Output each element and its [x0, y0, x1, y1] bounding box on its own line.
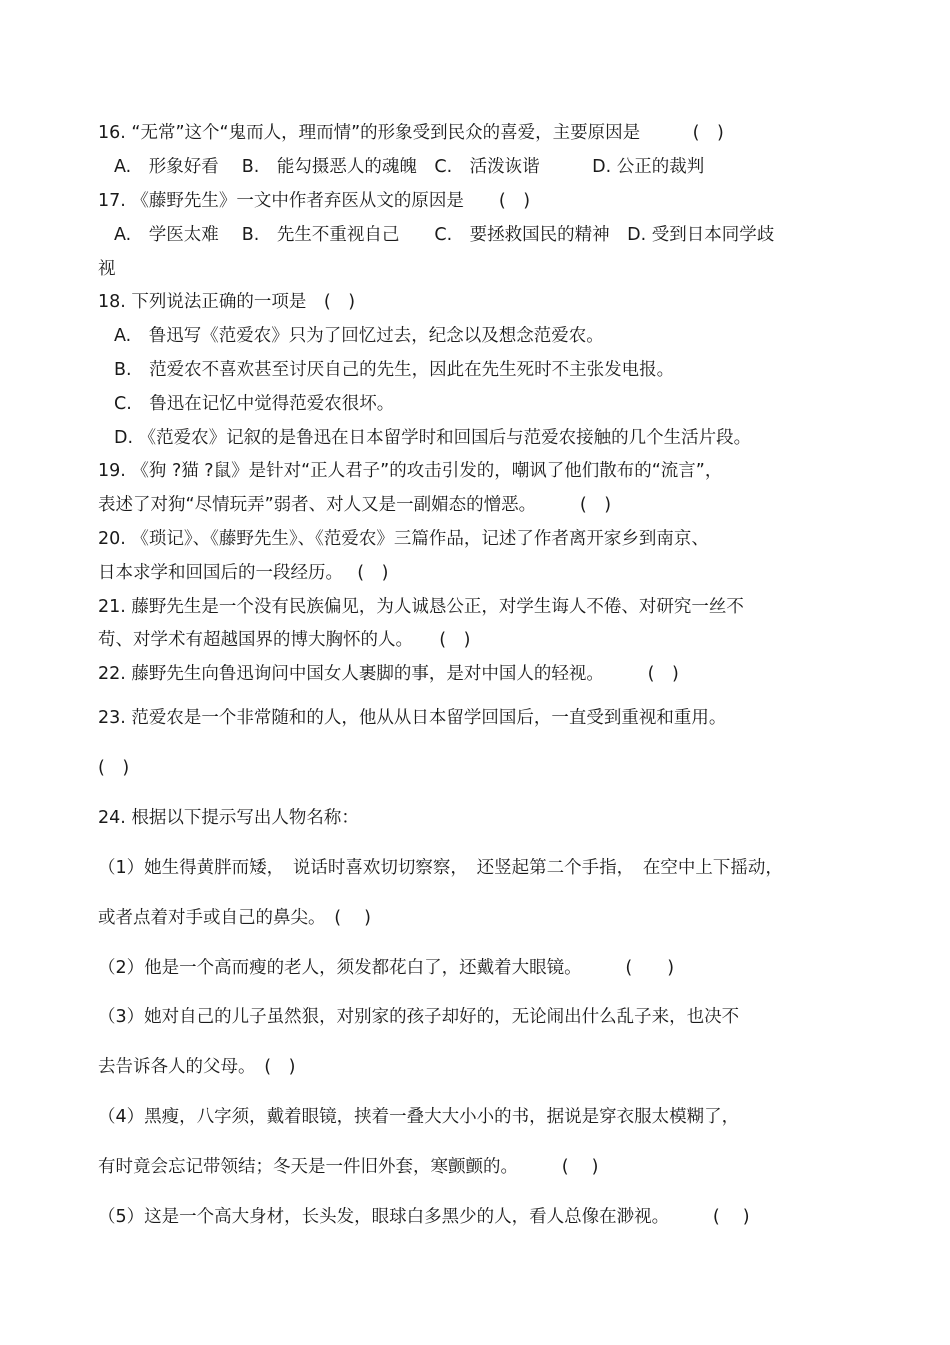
- question-24-item-3: （3）她对自己的儿子虽然狠，对别家的孩子却好的，无论闹出什么乱子来，也决不: [98, 1007, 740, 1027]
- question-24-item-1-cont: 或者点着对手或自己的鼻尖。 ( ): [98, 908, 371, 928]
- question-18: 18. 下列说法正确的一项是 ( ): [98, 292, 356, 312]
- question-19: 19. 《狗 ?猫 ?鼠》是针对“正人君子”的攻击引发的，嘲讽了他们散布的“流言”，: [98, 461, 723, 481]
- question-19-cont: 表述了对狗“尽情玩弄”弱者、对人又是一副媚态的憎恶。 ( ): [98, 495, 612, 515]
- question-24-item-5: （5）这是一个高大身材，长头发，眼球白多黑少的人，看人总像在渺视。 ( ): [98, 1207, 750, 1227]
- question-17-options: A. 学医太难 B. 先生不重视自己 C. 要拯救国民的精神 D. 受到日本同学歧: [114, 225, 775, 245]
- question-16: 16. “无常”这个“鬼而人，理而情”的形象受到民众的喜爱，主要原因是 ( ): [98, 123, 724, 143]
- question-20-cont: 日本求学和回国后的一段经历。 ( ): [98, 563, 389, 583]
- question-17-options-wrap: 视: [98, 259, 116, 279]
- question-23: 23. 范爱农是一个非常随和的人，他从从日本留学回国后，一直受到重视和重用。: [98, 708, 727, 728]
- question-24-item-2: （2）他是一个高而瘦的老人，须发都花白了，还戴着大眼镜。 ( ): [98, 958, 675, 978]
- question-24-item-1: （1）她生得黄胖而矮， 说话时喜欢切切察察， 还竖起第二个手指， 在空中上下摇动，: [98, 858, 783, 878]
- question-16-options: A. 形象好看 B. 能勾摄恶人的魂魄 C. 活泼诙谐 D. 公正的裁判: [114, 157, 705, 177]
- question-24-item-4-cont: 有时竟会忘记带领结；冬天是一件旧外套，寒颤颤的。 ( ): [98, 1157, 599, 1177]
- question-18-option-a: A. 鲁迅写《范爱农》只为了回忆过去，纪念以及想念范爱农。: [114, 326, 604, 346]
- question-24-item-3-cont: 去告诉各人的父母。 ( ): [98, 1057, 296, 1077]
- question-21: 21. 藤野先生是一个没有民族偏见，为人诚恳公正，对学生诲人不倦、对研究一丝不: [98, 597, 744, 617]
- question-18-option-b: B. 范爱农不喜欢甚至讨厌自己的先生，因此在先生死时不主张发电报。: [114, 360, 675, 380]
- question-18-option-c: C. 鲁迅在记忆中觉得范爱农很坏。: [114, 394, 395, 414]
- question-22: 22. 藤野先生向鲁迅询问中国女人裹脚的事，是对中国人的轻视。 ( ): [98, 664, 679, 684]
- question-18-option-d: D. 《范爱农》记叙的是鲁迅在日本留学时和回国后与范爱农接触的几个生活片段。: [114, 428, 752, 448]
- question-21-cont: 苟、对学术有超越国界的博大胸怀的人。 ( ): [98, 630, 471, 650]
- question-23-answer: ( ): [98, 758, 130, 778]
- question-24: 24. 根据以下提示写出人物名称：: [98, 808, 359, 828]
- question-20: 20. 《琐记》、《藤野先生》、《范爱农》三篇作品，记述了作者离开家乡到南京、: [98, 529, 709, 549]
- question-17: 17. 《藤野先生》一文中作者弃医从文的原因是 ( ): [98, 191, 531, 211]
- question-24-item-4: （4）黑瘦，八字须，戴着眼镜，挟着一叠大大小小的书，据说是穿衣服太模糊了，: [98, 1107, 740, 1127]
